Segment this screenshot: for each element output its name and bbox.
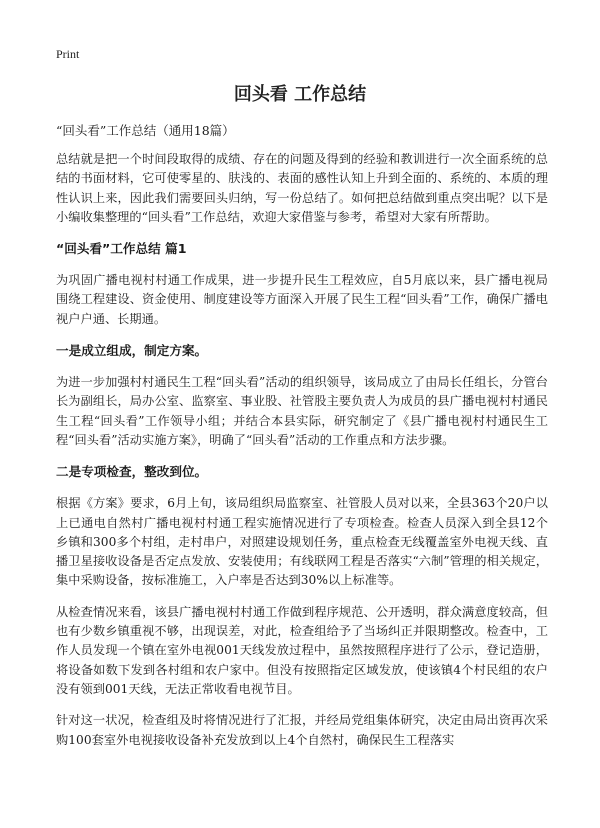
part2-paragraph-3: 针对这一状况，检查组及时将情况进行了汇报，并经局党组集体研究，决定由局出资再次采购100套室外电视接收设备补充发放到以上4个自然村，确保民生工程落实 — [56, 713, 548, 747]
part2-paragraph-1: 根据《方案》要求，6月上旬，该局组织局监察室、社管股人员对以来，全县363个20户以上已通电自然村广播电视村村通工程实施情况进行了专项检查。检查人员深入到全县12个乡镇和300多个村组，走村串户，对照建设规划任务，重点检查无线覆盖室外电视天线、直播卫星接收设备是否定点发放、安装使用；有线联网工程是否落实“六制”管理的相关规定，集中采购设备，按标准施工，入户率是否达到30%以上标准等。 — [56, 496, 548, 588]
intro-paragraph: 总结就是把一个时间段取得的成绩、存在的问题及得到的经验和教训进行一次全面系统的总结的书面材料，它可使零星的、肤浅的、表面的感性认知上升到全面的、系统的、本质的理性认识上来，因此我们需要回头归纳，写一份总结了。如何把总结做到重点突出呢？以下是小编收集整理的“回头看”工作总结，欢迎大家借鉴与参考，希望对大家有所帮助。 — [56, 152, 548, 224]
article-body — [56, 121, 548, 762]
article-subtitle: “回头看”工作总结（通用18篇） — [56, 123, 235, 138]
part1-paragraph: 为进一步加强村村通民生工程“回头看”活动的组织领导，该局成立了由局长任组长，分管台长为副组长，局办公室、监察室、事业股、社管股主要负责人为成员的县广播电视村村通民生工程“回头看”工作领导小组；并结合本县实际，研究制定了《县广播电视村村通民生工程“回头看”活动实施方案》，明确了“回头看”活动的工作重点和方法步骤。 — [56, 375, 548, 447]
page-title: 回头看 工作总结 — [233, 84, 367, 105]
part2-heading: 二是专项检查，整改到位。 — [56, 464, 208, 480]
section1-paragraph: 为巩固广播电视村村通工作成果，进一步提升民生工程效应，自5月底以来，县广播电视局围绕工程建设、资金使用、制度建设等方面深入开展了民生工程“回头看”工作，确保广播电视户户通、长期通。 — [56, 273, 548, 326]
part1-heading: 一是成立组成，制定方案。 — [56, 343, 208, 359]
print-link[interactable]: Print — [56, 47, 80, 61]
section1-heading: “回头看”工作总结 篇1 — [56, 241, 187, 257]
part2-paragraph-2: 从检查情况来看，该县广播电视村村通工作做到程序规范、公开透明，群众满意度较高，但也有少数乡镇重视不够，出现误差，对此，检查组给予了当场纠正并限期整改。检查中，工作人员发现一个镇在室外电视001天线发放过程中，虽然按照程序进行了公示，登记造册，将设备如数下发到各村组和农户家中。但没有按照指定区域发放，使该镇4个村民组的农户没有领到001天线，无法正常收看电视节目。 — [56, 604, 548, 696]
